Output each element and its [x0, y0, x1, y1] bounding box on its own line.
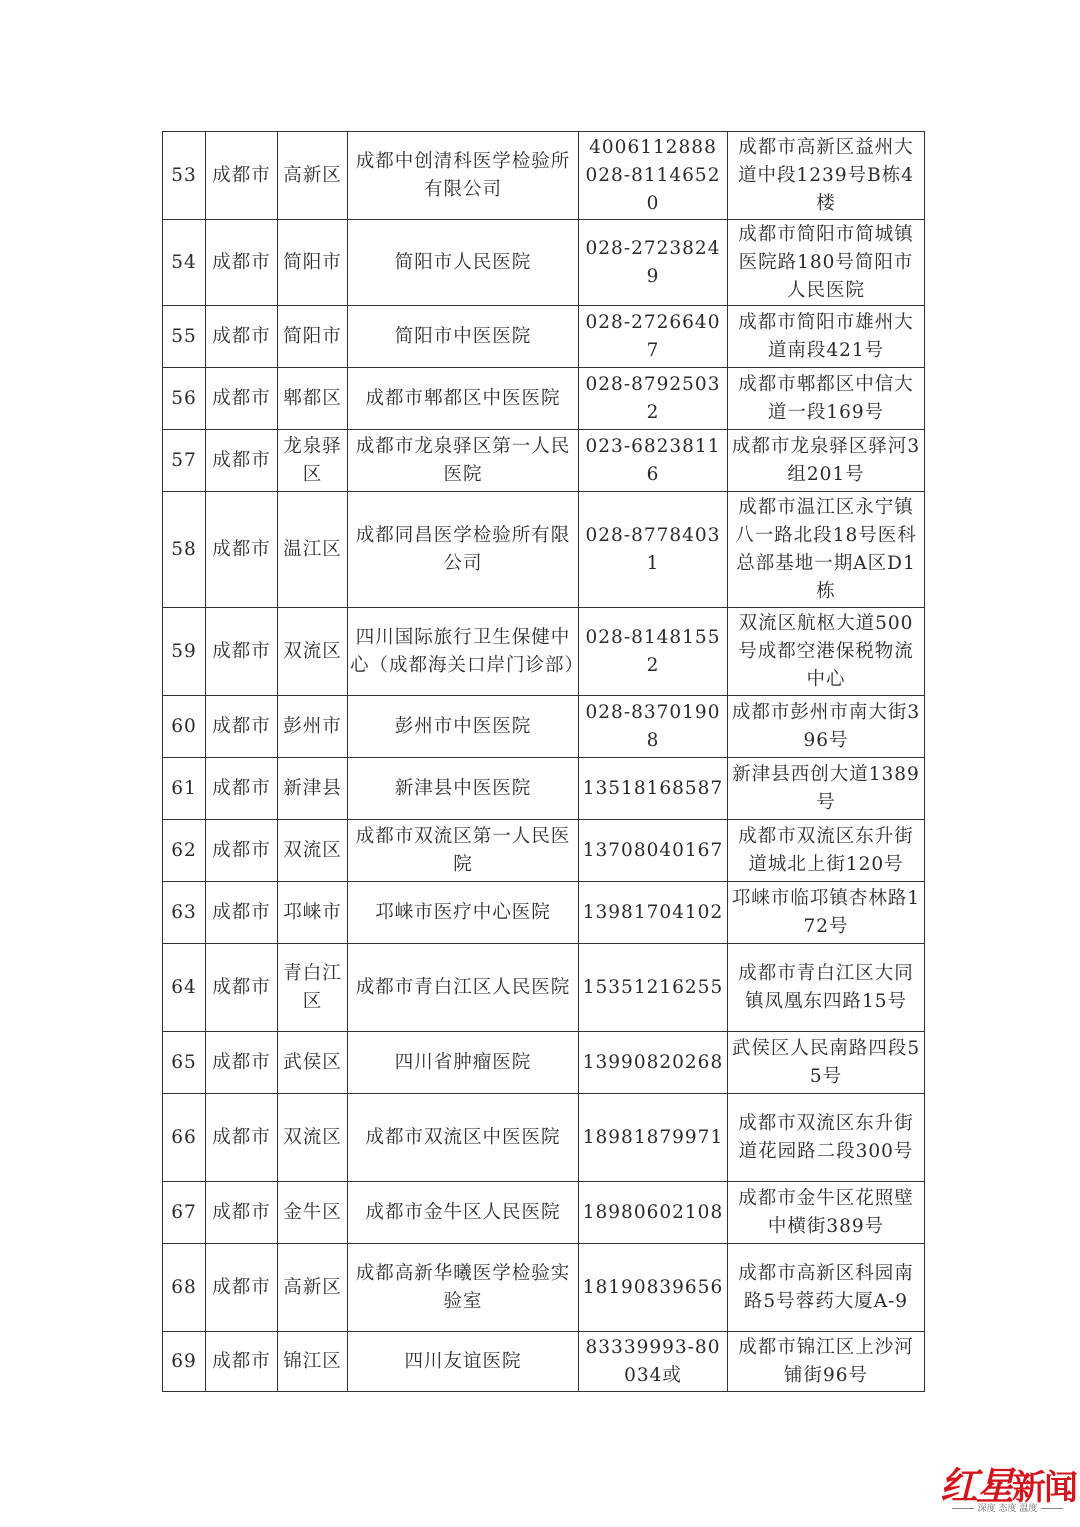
city-cell: 成都市	[206, 1182, 278, 1244]
row-number: 66	[163, 1094, 206, 1182]
row-number: 58	[163, 492, 206, 608]
institution-name-cell: 四川国际旅行卫生保健中心（成都海关口岸门诊部）	[348, 608, 579, 696]
district-cell: 郫都区	[278, 368, 348, 430]
city-cell: 成都市	[206, 1032, 278, 1094]
phone-cell: 028-87784031	[579, 492, 728, 608]
watermark-logo	[940, 1455, 1075, 1520]
phone-cell: 13518168587	[579, 758, 728, 820]
table-row	[163, 944, 925, 1032]
district-cell: 新津县	[278, 758, 348, 820]
district-cell: 青白江区	[278, 944, 348, 1032]
address-cell: 武侯区人民南路四段55号	[728, 1032, 925, 1094]
row-number: 64	[163, 944, 206, 1032]
institution-name-cell: 成都市金牛区人民医院	[348, 1182, 579, 1244]
table-row	[163, 1244, 925, 1332]
phone-cell: 028-87925032	[579, 368, 728, 430]
address-cell: 成都市简阳市简城镇医院路180号简阳市人民医院	[728, 220, 925, 306]
institution-name-cell: 新津县中医医院	[348, 758, 579, 820]
phone-cell: 028-83701908	[579, 696, 728, 758]
phone-cell: 18980602108	[579, 1182, 728, 1244]
city-cell: 成都市	[206, 220, 278, 306]
district-cell: 简阳市	[278, 306, 348, 368]
table-row	[163, 1094, 925, 1182]
district-cell: 锦江区	[278, 1332, 348, 1392]
table-row	[163, 132, 925, 220]
city-cell: 成都市	[206, 132, 278, 220]
phone-cell: 83339993-80034或	[579, 1332, 728, 1392]
address-cell: 成都市青白江区大同镇凤凰东四路15号	[728, 944, 925, 1032]
row-number: 53	[163, 132, 206, 220]
table-row	[163, 1182, 925, 1244]
phone-cell: 028-81481552	[579, 608, 728, 696]
city-cell: 成都市	[206, 608, 278, 696]
brand-slogan: 深度 态度 温度	[940, 1501, 1075, 1514]
row-number: 68	[163, 1244, 206, 1332]
institution-name-cell: 成都中创清科医学检验所有限公司	[348, 132, 579, 220]
address-cell: 成都市高新区科园南路5号蓉药大厦A-9	[728, 1244, 925, 1332]
address-cell: 成都市郫都区中信大道一段169号	[728, 368, 925, 430]
institution-name-cell: 简阳市人民医院	[348, 220, 579, 306]
institution-name-cell: 邛崃市医疗中心医院	[348, 882, 579, 944]
row-number: 56	[163, 368, 206, 430]
institution-name-cell: 简阳市中医医院	[348, 306, 579, 368]
row-number: 61	[163, 758, 206, 820]
district-cell: 温江区	[278, 492, 348, 608]
address-cell: 成都市双流区东升街道城北上街120号	[728, 820, 925, 882]
table-row	[163, 430, 925, 492]
district-cell: 双流区	[278, 1094, 348, 1182]
phone-cell: 4006112888 028-81146520	[579, 132, 728, 220]
table-row	[163, 306, 925, 368]
address-cell: 成都市彭州市南大街396号	[728, 696, 925, 758]
institution-name-cell: 四川省肿瘤医院	[348, 1032, 579, 1094]
phone-cell: 028-27238249	[579, 220, 728, 306]
phone-cell: 15351216255	[579, 944, 728, 1032]
address-cell: 成都市温江区永宁镇八一路北段18号医科总部基地一期A区D1栋	[728, 492, 925, 608]
address-cell: 成都市高新区益州大道中段1239号B栋4楼	[728, 132, 925, 220]
institution-name-cell: 成都市青白江区人民医院	[348, 944, 579, 1032]
row-number: 69	[163, 1332, 206, 1392]
table-row	[163, 368, 925, 430]
table-row	[163, 758, 925, 820]
institution-name-cell: 成都市郫都区中医医院	[348, 368, 579, 430]
address-cell: 双流区航枢大道500号成都空港保税物流中心	[728, 608, 925, 696]
institution-name-cell: 四川友谊医院	[348, 1332, 579, 1392]
table-row	[163, 492, 925, 608]
district-cell: 简阳市	[278, 220, 348, 306]
row-number: 67	[163, 1182, 206, 1244]
institution-name-cell: 成都市双流区中医医院	[348, 1094, 579, 1182]
city-cell: 成都市	[206, 430, 278, 492]
city-cell: 成都市	[206, 492, 278, 608]
district-cell: 邛崃市	[278, 882, 348, 944]
row-number: 62	[163, 820, 206, 882]
hospital-list-table	[162, 131, 925, 1392]
table-row	[163, 220, 925, 306]
district-cell: 高新区	[278, 132, 348, 220]
address-cell: 新津县西创大道1389号	[728, 758, 925, 820]
city-cell: 成都市	[206, 882, 278, 944]
institution-name-cell: 彭州市中医医院	[348, 696, 579, 758]
phone-cell: 18981879971	[579, 1094, 728, 1182]
district-cell: 金牛区	[278, 1182, 348, 1244]
city-cell: 成都市	[206, 368, 278, 430]
address-cell: 成都市锦江区上沙河铺街96号	[728, 1332, 925, 1392]
table-row	[163, 1332, 925, 1392]
address-cell: 成都市双流区东升街道花园路二段300号	[728, 1094, 925, 1182]
city-cell: 成都市	[206, 1094, 278, 1182]
row-number: 63	[163, 882, 206, 944]
institution-name-cell: 成都市双流区第一人民医院	[348, 820, 579, 882]
table-row	[163, 820, 925, 882]
brand-script-text: 红星	[940, 1463, 1013, 1508]
district-cell: 彭州市	[278, 696, 348, 758]
address-cell: 成都市金牛区花照壁中横街389号	[728, 1182, 925, 1244]
table-body	[163, 132, 925, 1392]
phone-cell: 18190839656	[579, 1244, 728, 1332]
district-cell: 双流区	[278, 608, 348, 696]
phone-cell: 13708040167	[579, 820, 728, 882]
phone-cell: 028-27266407	[579, 306, 728, 368]
address-cell: 成都市简阳市雄州大道南段421号	[728, 306, 925, 368]
district-cell: 高新区	[278, 1244, 348, 1332]
brand-print-text: 新闻	[1012, 1468, 1077, 1508]
district-cell: 双流区	[278, 820, 348, 882]
city-cell: 成都市	[206, 758, 278, 820]
table-row	[163, 1032, 925, 1094]
city-cell: 成都市	[206, 944, 278, 1032]
city-cell: 成都市	[206, 306, 278, 368]
phone-cell: 13981704102	[579, 882, 728, 944]
row-number: 57	[163, 430, 206, 492]
row-number: 60	[163, 696, 206, 758]
institution-name-cell: 成都同昌医学检验所有限公司	[348, 492, 579, 608]
address-cell: 成都市龙泉驿区驿河3组201号	[728, 430, 925, 492]
table-row	[163, 696, 925, 758]
city-cell: 成都市	[206, 696, 278, 758]
institution-name-cell: 成都高新华曦医学检验实验室	[348, 1244, 579, 1332]
row-number: 55	[163, 306, 206, 368]
row-number: 65	[163, 1032, 206, 1094]
row-number: 54	[163, 220, 206, 306]
phone-cell: 13990820268	[579, 1032, 728, 1094]
address-cell: 邛崃市临邛镇杏林路172号	[728, 882, 925, 944]
city-cell: 成都市	[206, 820, 278, 882]
table-row	[163, 608, 925, 696]
city-cell: 成都市	[206, 1332, 278, 1392]
institution-name-cell: 成都市龙泉驿区第一人民医院	[348, 430, 579, 492]
city-cell: 成都市	[206, 1244, 278, 1332]
district-cell: 武侯区	[278, 1032, 348, 1094]
table-row	[163, 882, 925, 944]
district-cell: 龙泉驿区	[278, 430, 348, 492]
phone-cell: 023-68238116	[579, 430, 728, 492]
row-number: 59	[163, 608, 206, 696]
